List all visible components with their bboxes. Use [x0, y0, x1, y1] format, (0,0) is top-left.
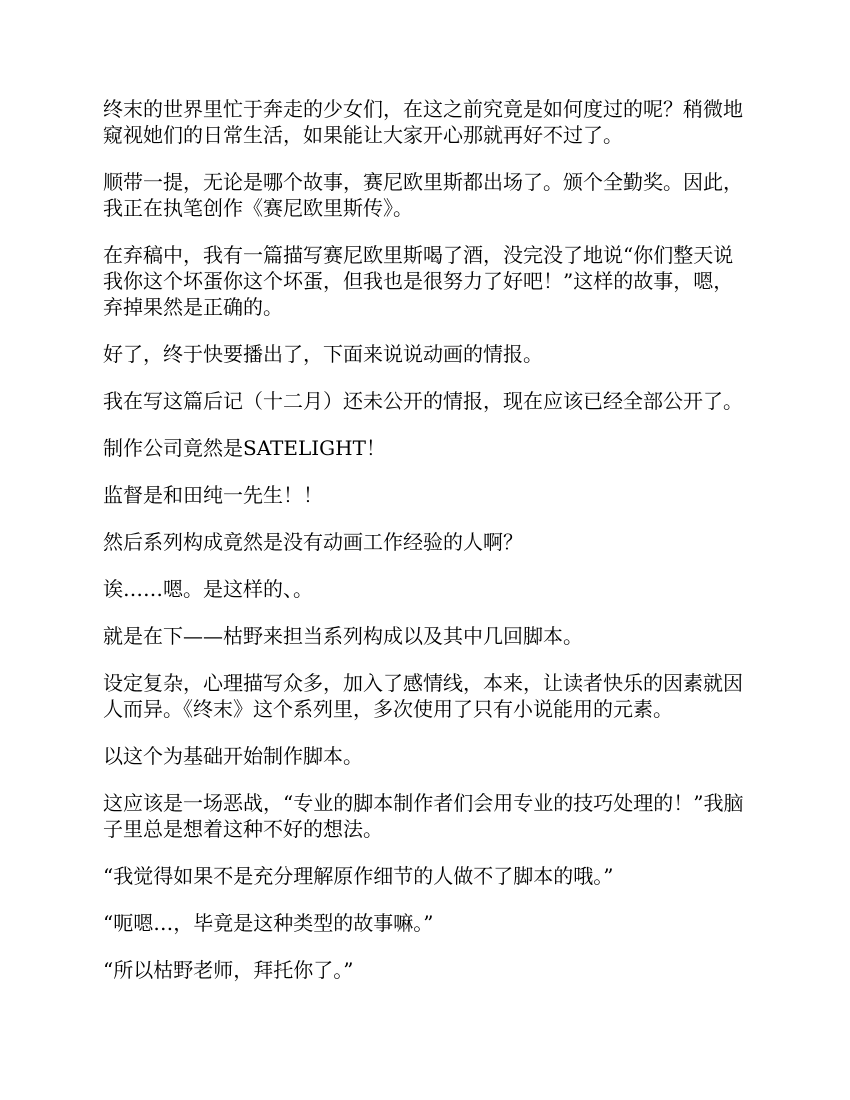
paragraph: “呃嗯…，毕竟是这种类型的故事嘛。”: [103, 911, 434, 935]
paragraph: 就是在下——枯野来担当系列构成以及其中几回脚本。: [103, 624, 583, 648]
paragraph: 好了，终于快要播出了，下面来说说动画的情报。: [103, 342, 543, 366]
paragraph: 在弃稿中，我有一篇描写赛尼欧里斯喝了酒，没完没了地说“你们整天说我你这个坏蛋你这个坏蛋，但我也是很努力了好吧！”这样的故事，嗯，弃掉果然是正确的。: [103, 243, 734, 319]
document-body: [103, 96, 751, 1004]
paragraph: 顺带一提，无论是哪个故事，赛尼欧里斯都出场了。颁个全勤奖。因此，我正在执笔创作《赛尼欧里斯传》。: [103, 170, 743, 220]
paragraph: 然后系列构成竟然是没有动画工作经验的人啊？: [103, 530, 523, 554]
paragraph: 制作公司竟然是SATELIGHT！: [103, 436, 386, 460]
paragraph: 我在写这篇后记（十二月）还未公开的情报，现在应该已经全部公开了。: [103, 389, 743, 413]
paragraph: “所以枯野老师，拜托你了。”: [103, 958, 354, 982]
paragraph: 监督是和田纯一先生！！: [103, 483, 323, 507]
paragraph: 这应该是一场恶战，“专业的脚本制作者们会用专业的技巧处理的！”我脑子里总是想着这种不好的想法。: [103, 791, 744, 841]
paragraph: 终末的世界里忙于奔走的少女们，在这之前究竟是如何度过的呢？稍微地窥视她们的日常生活，如果能让大家开心那就再好不过了。: [103, 97, 743, 147]
paragraph: 设定复杂，心理描写众多，加入了感情线，本来，让读者快乐的因素就因人而异。《终末》这个系列里，多次使用了只有小说能用的元素。: [103, 671, 743, 721]
paragraph: “我觉得如果不是充分理解原作细节的人做不了脚本的哦。”: [103, 864, 614, 888]
paragraph: 以这个为基础开始制作脚本。: [103, 744, 363, 768]
paragraph: 诶……嗯。是这样的、。: [103, 577, 313, 601]
